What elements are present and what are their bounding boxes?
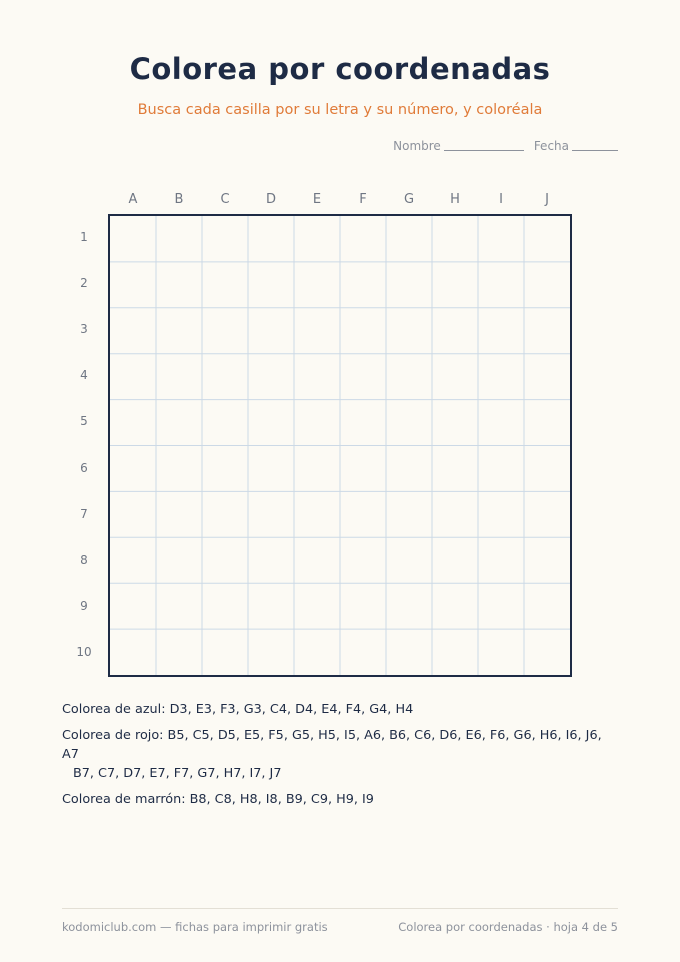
grid-cell-g4[interactable] [386,354,432,400]
row-label-6: 6 [80,460,88,475]
grid-cell-j4[interactable] [524,354,570,400]
grid-cell-c10[interactable] [202,629,248,675]
grid-cell-h5[interactable] [432,400,478,446]
grid-cell-g10[interactable] [386,629,432,675]
column-label-i: I [499,192,503,207]
instruction-line: Colorea de marrón: B8, C8, H8, I8, B9, C9, H9, I9 [62,792,374,807]
date-field[interactable] [534,139,618,153]
name-label: Nombre [393,139,441,153]
instruction-red [62,726,622,783]
row-label-4: 4 [80,368,88,383]
grid-cell-f1[interactable] [340,216,386,262]
row-label-1: 1 [80,230,88,244]
row-label-9: 9 [80,598,88,613]
grid-cell-j1[interactable] [524,216,570,262]
grid-cell-i3[interactable] [478,308,524,354]
grid-cell-b10[interactable] [156,629,202,675]
grid-cell-h4[interactable] [432,354,478,400]
grid-cell-i10[interactable] [478,629,524,675]
grid-cell-e10[interactable] [294,629,340,675]
grid-cell-c3[interactable] [202,308,248,354]
grid-cell-j10[interactable] [524,629,570,675]
column-label-d: D [265,192,276,207]
row-label-2: 2 [80,276,88,291]
footer-sheet-info: Colorea por coordenadas · hoja 4 de 5 [398,920,618,934]
grid-cell-b3[interactable] [156,308,202,354]
grid-cell-j8[interactable] [524,537,570,583]
grid-cell-i4[interactable] [478,354,524,400]
page-subtitle: Busca cada casilla por su letra y su número, y coloréala [137,102,543,118]
instruction-brown [62,790,622,809]
grid-cell-g2[interactable] [386,262,432,308]
grid-cell-g3[interactable] [386,308,432,354]
grid-cell-e9[interactable] [294,583,340,629]
instruction-line: Colorea de azul: D3, E3, F3, G3, C4, D4, E4, F4, G4, H4 [62,702,414,717]
grid-cell-a10[interactable] [110,629,156,675]
instructions [62,700,622,816]
column-label-j: J [545,192,549,207]
grid-cell-b8[interactable] [156,537,202,583]
coordinate-grid[interactable] [108,214,572,677]
grid-cell-d10[interactable] [248,629,294,675]
grid-cell-f7[interactable] [340,491,386,537]
grid-cell-e4[interactable] [294,354,340,400]
row-label-7: 7 [80,506,88,521]
grid-cell-j5[interactable] [524,400,570,446]
row-label-3: 3 [80,322,88,337]
grid-cell-f9[interactable] [340,583,386,629]
grid-cell-i6[interactable] [478,446,524,492]
grid-cell-a1[interactable] [110,216,156,262]
instruction-blue [62,700,622,719]
grid-cell-j9[interactable] [524,583,570,629]
grid-cell-d1[interactable] [248,216,294,262]
row-label-8: 8 [80,552,88,567]
grid-cell-d4[interactable] [248,354,294,400]
name-field[interactable] [393,139,524,153]
grid-cell-g9[interactable] [386,583,432,629]
grid-cell-c7[interactable] [202,491,248,537]
grid-cell-g7[interactable] [386,491,432,537]
grid-cell-d2[interactable] [248,262,294,308]
page-title: Colorea por coordenadas [129,52,551,86]
grid-cell-h7[interactable] [432,491,478,537]
column-label-c: C [220,192,230,207]
grid-cell-e6[interactable] [294,446,340,492]
column-label-g: G [403,192,415,207]
grid-cell-b1[interactable] [156,216,202,262]
column-label-a: A [128,192,138,207]
grid-cell-f8[interactable] [340,537,386,583]
grid-cell-b7[interactable] [156,491,202,537]
grid-cell-b9[interactable] [156,583,202,629]
grid-cell-a3[interactable] [110,308,156,354]
grid-cell-e8[interactable] [294,537,340,583]
grid-cell-c5[interactable] [202,400,248,446]
column-label-h: H [450,192,460,207]
grid-cell-h10[interactable] [432,629,478,675]
grid-cell-a9[interactable] [110,583,156,629]
column-label-b: B [174,192,184,207]
grid-cell-g1[interactable] [386,216,432,262]
grid-cell-c8[interactable] [202,537,248,583]
grid-cell-e5[interactable] [294,400,340,446]
grid-cell-b6[interactable] [156,446,202,492]
grid-cell-d6[interactable] [248,446,294,492]
date-label: Fecha [533,139,569,153]
grid-cell-a5[interactable] [110,400,156,446]
grid-cell-i1[interactable] [478,216,524,262]
grid-cell-i8[interactable] [478,537,524,583]
date-blank-line [572,150,618,151]
grid-cell-j7[interactable] [524,491,570,537]
grid-cell-a6[interactable] [110,446,156,492]
grid-cell-h6[interactable] [432,446,478,492]
grid-cell-h8[interactable] [432,537,478,583]
footer-divider [62,908,618,909]
grid-cell-f3[interactable] [340,308,386,354]
grid-cell-h3[interactable] [432,308,478,354]
column-label-f: F [359,192,367,207]
name-date-fields [393,139,618,153]
grid-cell-a7[interactable] [110,491,156,537]
grid-cell-j6[interactable] [524,446,570,492]
grid-cell-i5[interactable] [478,400,524,446]
grid-cell-d7[interactable] [248,491,294,537]
grid-cell-b5[interactable] [156,400,202,446]
grid-cell-g6[interactable] [386,446,432,492]
grid-cell-e2[interactable] [294,262,340,308]
grid-cell-h1[interactable] [432,216,478,262]
grid-cell-f10[interactable] [340,629,386,675]
name-blank-line [444,150,524,151]
grid-cell-c1[interactable] [202,216,248,262]
row-label-10: 10 [76,644,92,659]
grid-cell-f4[interactable] [340,354,386,400]
grid-cell-h2[interactable] [432,262,478,308]
grid-cell-d8[interactable] [248,537,294,583]
grid-cell-f2[interactable] [340,262,386,308]
instruction-line-continued: B7, C7, D7, E7, F7, G7, H7, I7, J7 [73,766,282,781]
grid-cell-e3[interactable] [294,308,340,354]
grid-cell-a2[interactable] [110,262,156,308]
grid-cell-c2[interactable] [202,262,248,308]
column-label-e: E [312,192,322,207]
grid-cell-b4[interactable] [156,354,202,400]
grid-cell-i7[interactable] [478,491,524,537]
grid-cell-e7[interactable] [294,491,340,537]
footer-site: kodomiclub.com — fichas para imprimir gratis [62,920,328,934]
grid-cell-f6[interactable] [340,446,386,492]
grid-cell-d3[interactable] [248,308,294,354]
grid-cell-i9[interactable] [478,583,524,629]
grid-cell-c4[interactable] [202,354,248,400]
grid-cell-c9[interactable] [202,583,248,629]
grid-cell-j2[interactable] [524,262,570,308]
grid-cell-d9[interactable] [248,583,294,629]
grid-cell-f5[interactable] [340,400,386,446]
grid-cell-a8[interactable] [110,537,156,583]
row-label-5: 5 [80,414,88,429]
grid-cell-g5[interactable] [386,400,432,446]
grid-cell-a4[interactable] [110,354,156,400]
grid-cell-g8[interactable] [386,537,432,583]
grid-cell-d5[interactable] [248,400,294,446]
grid-cell-i2[interactable] [478,262,524,308]
grid-cell-e1[interactable] [294,216,340,262]
grid-cell-h9[interactable] [432,583,478,629]
grid-cell-b2[interactable] [156,262,202,308]
grid-cell-c6[interactable] [202,446,248,492]
grid-cell-j3[interactable] [524,308,570,354]
instruction-line: Colorea de rojo: B5, C5, D5, E5, F5, G5, H5, I5, A6, B6, C6, D6, E6, F6, G6, H6, I6, J6, A7 [62,728,602,762]
